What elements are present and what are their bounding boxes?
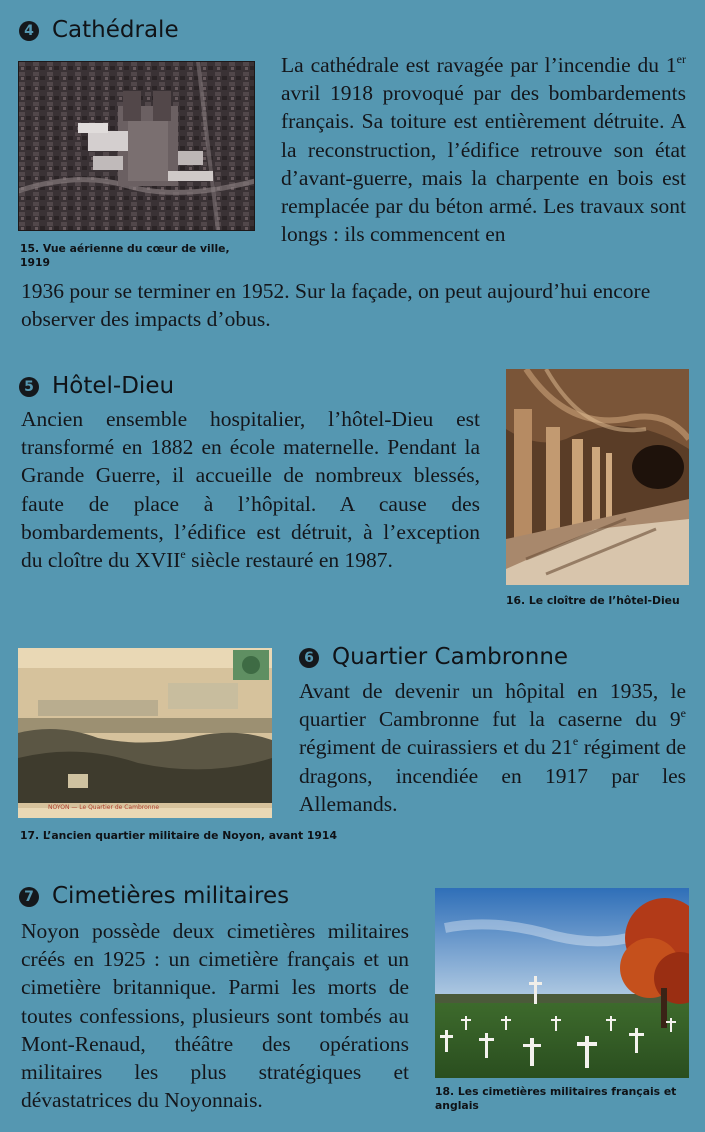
section-body: Noyon possède deux cimetières militaires créés en 1925 : un cimetière français et un cimetière britannique. Parmi les morts de toutes confessions, plusieurs sont tombés au Mont-Renaud, théâtre des opérations militaires les plus stratégiques et dévastatrices du Noyonnais. — [21, 919, 409, 1113]
photo-caption: 17. L’ancien quartier militaire de Noyon, avant 1914 — [20, 829, 337, 842]
section-heading-cambronne — [299, 643, 568, 671]
section-number-badge: 4 — [19, 21, 39, 41]
photo-caption: 18. Les cimetières militaires français et anglais — [435, 1085, 677, 1112]
section-title: Quartier Cambronne — [332, 644, 569, 670]
photo-caption: 15. Vue aérienne du cœur de ville, 1919 — [20, 242, 230, 269]
section-heading-hotel-dieu — [19, 372, 174, 400]
cloister-photo — [506, 369, 689, 585]
section-body-bottom: 1936 pour se terminer en 1952. Sur la façade, on peut aujourd’hui encore observer des impacts d’obus. — [21, 279, 651, 332]
section-title: Cathédrale — [52, 17, 179, 43]
section-heading-cathedrale — [19, 16, 179, 44]
section-number-badge: 7 — [19, 887, 39, 907]
postcard-text: NOYON — Le Quartier de Cambronne — [48, 804, 160, 811]
photo-caption: 16. Le cloître de l’hôtel-Dieu — [506, 594, 680, 607]
section-title: Cimetières militaires — [52, 883, 290, 909]
postcard-photo — [18, 648, 272, 818]
aerial-photo — [18, 61, 255, 231]
cemetery-photo — [435, 888, 689, 1078]
section-body: Ancien ensemble hospitalier, l’hôtel-Dieu est transformé en 1882 en école maternelle. Pendant la Grande Guerre, il accueille de nombreux blessés, faute de place à l’hôpital. A cause des bombardements, l’édifice est détruit, à l’exception du cloître du XVIIe siècle restauré en 1987. — [21, 407, 480, 573]
section-body-top: La cathédrale est ravagée par l’incendie du 1er avril 1918 provoqué par des bombardements français. Sa toiture est entièrement détruite. A la reconstruction, l’édifice retrouve son état d’avant-guerre, mais la charpente en bois est remplacée par du béton armé. Les travaux sont longs : ils commencent en — [281, 52, 686, 247]
section-number-badge: 6 — [299, 648, 319, 668]
section-title: Hôtel-Dieu — [52, 373, 175, 399]
section-heading-cimetieres — [19, 882, 289, 910]
section-number-badge: 5 — [19, 377, 39, 397]
section-body: Avant de devenir un hôpital en 1935, le quartier Cambronne fut la caserne du 9e régiment de cuirassiers et du 21e régiment de dragons, incendiée en 1917 par les Allemands. — [299, 679, 686, 816]
